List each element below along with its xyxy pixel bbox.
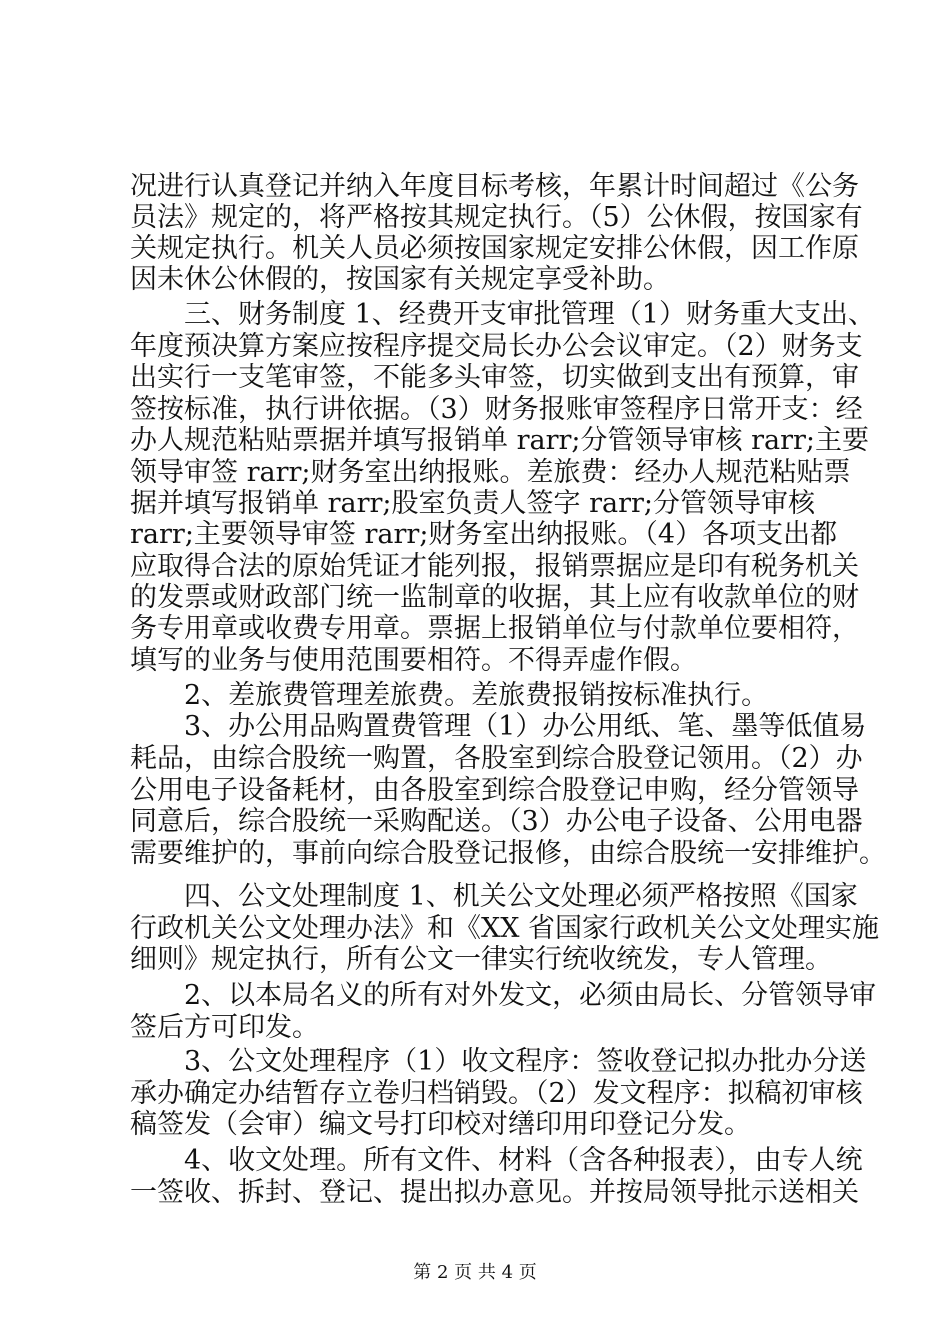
text-line: 行政机关公文处理办法》和《XX 省国家行政机关公文处理实施 — [130, 913, 880, 944]
text-line: 3、办公用品购置费管理（1）办公用纸、笔、墨等低值易 — [130, 711, 867, 742]
text-line: 填写的业务与使用范围要相符。不得弄虚作假。 — [130, 645, 697, 676]
text-line: 员法》规定的，将严格按其规定执行。（5）公休假，按国家有 — [130, 202, 863, 233]
text-line: 据并填写报销单 rarr;股室负责人签字 rarr;分管领导审核 — [130, 488, 815, 519]
text-line: 因未休公休假的，按国家有关规定享受补助。 — [130, 264, 670, 295]
text-line: 签按标准，执行讲依据。（3）财务报账审签程序日常开支：经 — [130, 394, 863, 425]
text-line: 签后方可印发。 — [130, 1012, 319, 1043]
text-line: 一签收、拆封、登记、提出拟办意见。并按局领导批示送相关 — [130, 1177, 859, 1208]
text-line: 出实行一支笔审签，不能多头审签，切实做到支出有预算，审 — [130, 362, 859, 393]
text-line: rarr;主要领导审签 rarr;财务室出纳报账。（4）各项支出都 — [130, 519, 838, 550]
text-line: 耗品，由综合股统一购置，各股室到综合股登记领用。（2）办 — [130, 743, 863, 774]
text-line: 应取得合法的原始凭证才能列报，报销票据应是印有税务机关 — [130, 551, 859, 582]
text-line: 2、以本局名义的所有对外发文，必须由局长、分管领导审 — [130, 980, 877, 1011]
text-line: 4、收文处理。所有文件、材料（含各种报表），由专人统 — [130, 1145, 863, 1176]
text-line: 四、公文处理制度 1、机关公文处理必须严格按照《国家 — [130, 881, 858, 912]
text-line: 领导审签 rarr;财务室出纳报账。差旅费：经办人规范粘贴票 — [130, 457, 851, 488]
text-line: 务专用章或收费专用章。票据上报销单位与付款单位要相符， — [130, 613, 859, 644]
text-line: 的发票或财政部门统一监制章的收据，其上应有收款单位的财 — [130, 582, 859, 613]
text-line: 细则》规定执行，所有公文一律实行统收统发，专人管理。 — [130, 944, 832, 975]
page-footer: 第 2 页 共 4 页 — [413, 1262, 537, 1283]
text-line: 稿签发（会审）编文号打印校对缮印用印登记分发。 — [130, 1109, 751, 1140]
text-line: 承办确定办结暂存立卷归档销毁。（2）发文程序：拟稿初审核 — [130, 1078, 863, 1109]
text-line: 年度预决算方案应按程序提交局长办公会议审定。（2）财务支 — [130, 331, 863, 362]
text-line: 公用电子设备耗材，由各股室到综合股登记申购，经分管领导 — [130, 775, 859, 806]
text-line: 况进行认真登记并纳入年度目标考核，年累计时间超过《公务 — [130, 171, 859, 202]
text-line: 三、财务制度 1、经费开支审批管理（1）财务重大支出、 — [130, 299, 875, 330]
text-line: 办人规范粘贴票据并填写报销单 rarr;分管领导审核 rarr;主要 — [130, 425, 869, 456]
text-line: 2、差旅费管理差旅费。差旅费报销按标准执行。 — [130, 680, 769, 711]
text-line: 关规定执行。机关人员必须按国家规定安排公休假，因工作原 — [130, 233, 859, 264]
text-line: 3、公文处理程序（1）收文程序：签收登记拟办批办分送 — [130, 1046, 867, 1077]
text-line: 需要维护的，事前向综合股登记报修，由综合股统一安排维护。 — [130, 838, 886, 869]
text-line: 同意后，综合股统一采购配送。（3）办公电子设备、公用电器 — [130, 806, 863, 837]
